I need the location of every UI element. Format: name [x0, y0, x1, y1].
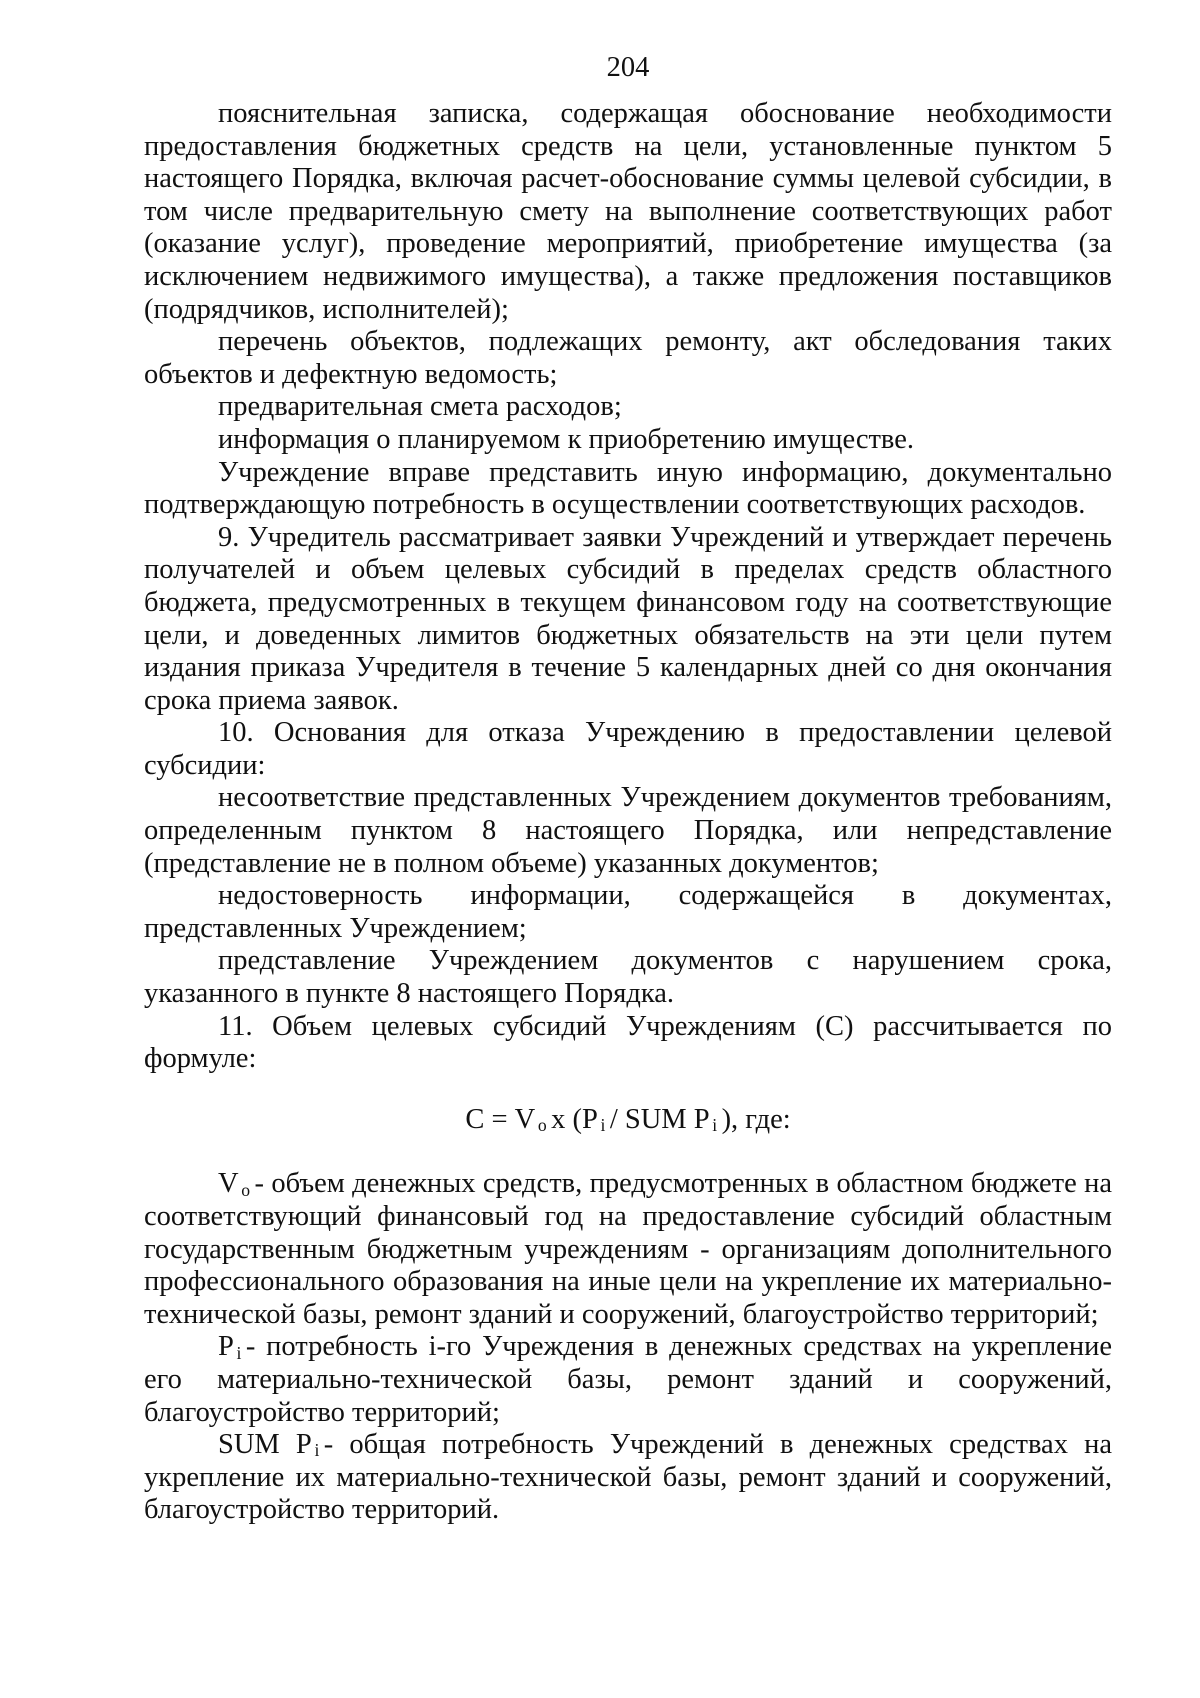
paragraph-item-10: 10. Основания для отказа Учреждению в предоставлении целевой субсидии:	[144, 717, 1112, 781]
formula-tail: ), где:	[721, 1103, 791, 1135]
paragraph-item-9: 9. Учредитель рассматривает заявки Учреждений и утверждает перечень получателей и объем целевых субсидий в пределах средств областного бюджета, предусмотренных в текущем финансовом году на соответствующие цели, и доведенных лимитов бюджетных обязательств на эти цели путем издания приказа Учредителя в течение 5 календарных дней со дня окончания срока приема заявок.	[144, 521, 1112, 716]
paragraph-property-info: информация о планируемом к приобретению имуществе.	[218, 423, 914, 455]
paragraph-refusal-reason-2: недостоверность информации, содержащейся в документах, представленных Учреждением;	[144, 880, 1112, 944]
formula-sum: / SUM P	[609, 1103, 710, 1135]
definition-symbol: SUM P	[218, 1429, 312, 1461]
definition-subscript: i	[236, 1342, 242, 1363]
definition-text: - потребность i-го Учреждения в денежных средствах на укрепление его материально-технической базы, ремонт зданий и сооружений, благоустройство территорий;	[144, 1331, 1112, 1428]
paragraph-item-11: 11. Объем целевых субсидий Учреждениям (С) рассчитывается по формуле:	[144, 1010, 1112, 1075]
formula-sum-p-subscript: i	[712, 1114, 718, 1135]
document-page	[144, 52, 1112, 1527]
definition-text: - объем денежных средств, предусмотренных в областном бюджете на соответствующий финансовый год на предоставление субсидий областным государственным бюджетным учреждениям - организациям дополнительного профессионального образования на иные цели на укрепление их материально-технической базы, ремонт зданий и сооружений, благоустройство территорий;	[144, 1168, 1112, 1330]
definition-pi	[144, 1331, 1112, 1429]
definition-subscript: i	[314, 1440, 320, 1461]
definition-text: - общая потребность Учреждений в денежных средствах на укрепление их материально-технической базы, ремонт зданий и сооружений, благоустройство территорий.	[144, 1429, 1113, 1526]
paragraph-objects-list: перечень объектов, подлежащих ремонту, акт обследования таких объектов и дефектную ведомость;	[144, 326, 1112, 390]
formula-times: х (P	[551, 1103, 598, 1135]
definition-symbol: V	[218, 1168, 239, 1200]
paragraph-preliminary-estimate: предварительная смета расходов;	[218, 391, 622, 423]
formula-lhs: С = V	[465, 1103, 536, 1135]
subsidy-formula	[144, 1104, 1112, 1137]
paragraph-refusal-reason-3: представление Учреждением документов с нарушением срока, указанного в пункте 8 настоящего Порядка.	[144, 945, 1112, 1010]
definition-sum-pi	[144, 1429, 1112, 1527]
formula-p-subscript: i	[600, 1114, 606, 1135]
page-number: 204	[606, 52, 650, 83]
paragraph-refusal-reason-1: несоответствие представленных Учреждением документов требованиям, определенным пунктом 8 настоящего Порядка, или непредставление (представление не в полном объеме) указанных документов;	[144, 782, 1112, 879]
definition-symbol: P	[218, 1331, 234, 1363]
formula-v-subscript: о	[537, 1114, 547, 1135]
definition-subscript: о	[241, 1179, 251, 1200]
paragraph-explanatory-note: пояснительная записка, содержащая обоснование необходимости предоставления бюджетных средств на цели, установленные пунктом 5 настоящего Порядка, включая расчет-обоснование суммы целевой субсидии, в том числе предварительную смету на выполнение соответствующих работ (оказание услуг), проведение мероприятий, приобретение имущества (за исключением недвижимого имущества), а также предложения поставщиков (подрядчиков, исполнителей);	[144, 98, 1112, 325]
definition-v0	[144, 1168, 1112, 1331]
paragraph-other-info: Учреждение вправе представить иную информацию, документально подтверждающую потребность в осуществлении соответствующих расходов.	[144, 456, 1112, 521]
